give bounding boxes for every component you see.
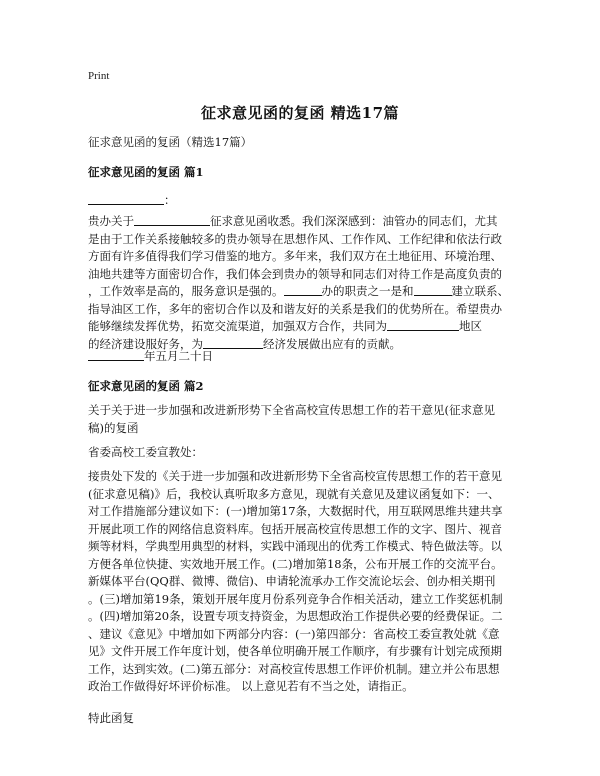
text-run: 地区 — [459, 319, 482, 333]
date-line — [88, 348, 213, 364]
text-run: 办的职责之一是和 — [321, 284, 414, 298]
paragraph-line: 。(四)增加第20条，设置专项支持资金，为思想政治工作提供必要的经费保证。二 — [88, 609, 503, 623]
salutation-colon: ： — [164, 193, 176, 207]
section-1-heading: 征求意见函的复函 篇1 — [88, 165, 204, 179]
date-text: 年五月二十日 — [144, 349, 213, 363]
intro-line: 稿)的复函 — [88, 420, 139, 435]
paragraph-line — [88, 283, 518, 301]
paragraph-line: 油地共建等方面密切合作，我们体会到贵办的领导和同志们对待工作是高度负责的 — [88, 266, 502, 281]
fill-blank — [134, 214, 210, 226]
paragraph-line: 政治工作做得好坏评价标准。 以上意见若有不当之处，请指正。 — [88, 679, 414, 693]
section-1-body — [88, 213, 518, 353]
paragraph-line: 开展此项工作的网络信息资料库。包括开展高校宣传思想工作的文字、图片、视音 — [88, 521, 502, 536]
fill-blank — [284, 284, 322, 296]
text-run: 征求意见函收悉。我们深深感到：油管办的同志们，尤其 — [210, 214, 498, 228]
text-run: 能够继续发挥优势，拓宽交流渠道，加强双方合作，共同为 — [88, 319, 387, 333]
text-run: 建立联系、 — [451, 284, 509, 298]
paragraph-line: (征求意见稿)》后，我校认真听取多方意见，现就有关意见及建议函复如下：一、 — [88, 486, 500, 501]
text-run: 的经济建设服好务，为 — [88, 336, 203, 351]
paragraph-line — [88, 213, 518, 231]
paragraph-line: 、建议《意见》中增加如下两部分内容：(一)第四部分：省高校工委宣教处就《意 — [88, 626, 500, 641]
paragraph-line: 方便各单位快捷、实效地开展工作。(二)增加第18条，公布开展工作的交流平台。 — [88, 556, 503, 571]
paragraph-line: 方面有许多值得我们学习借鉴的地方。多年来，我们双方在土地征用、环境治理、 — [88, 249, 502, 263]
document-subtitle: 征求意见函的复函（精选17篇） — [88, 135, 253, 149]
paragraph-line: 工作，达到实效。(二)第五部分：对高校宣传思想工作评价机制。建立并公布思想 — [88, 661, 500, 676]
addressee-line: 省委高校工委宣教处： — [88, 445, 203, 459]
paragraph-line: 见》文件开展工作年度计划，使各单位明确开展工作顺序，有步骤有计划完成预期 — [88, 644, 502, 658]
section-2-intro — [88, 402, 518, 437]
text-run: ，工作效率是高的，服务意识是强的。 — [88, 284, 284, 298]
paragraph-line: 是由于工作关系接触较多的贵办领导在思想作风、工作作风、工作纪律和依法行政 — [88, 231, 502, 246]
text-run: 贵办关于 — [88, 214, 134, 228]
print-label[interactable]: Print — [88, 70, 110, 82]
fill-blank — [203, 337, 263, 349]
document-title: 征求意见函的复函 精选17篇 — [200, 104, 400, 122]
paragraph-line: 频等材料，学典型用典型的材料，实践中涌现出的优秀工作模式、特色做法等。以 — [88, 539, 502, 553]
closing-line: 特此函复 — [88, 711, 134, 725]
paragraph-line: 。(三)增加第19条，策划开展年度月份系列竞争合作相关活动，建立工作奖惩机制 — [88, 591, 503, 606]
salutation-line — [88, 192, 176, 208]
paragraph-line: 接贵处下发的《关于进一步加强和改进新形势下全省高校宣传思想工作的若干意见 — [88, 469, 502, 483]
paragraph-line — [88, 318, 518, 336]
salutation-blank — [88, 193, 164, 205]
paragraph-line: 指导油区工作，多年的密切合作以及和谐友好的关系是我们的优势所在。希望贵办 — [88, 301, 502, 316]
year-blank — [88, 349, 144, 361]
section-2-body — [88, 468, 518, 696]
paragraph-line: 对工作措施部分建议如下：(一)增加第17条，大数据时代，用互联网思维共建共享 — [88, 504, 503, 518]
section-2-heading: 征求意见函的复函 篇2 — [88, 379, 204, 393]
text-run: 经济发展做出应有的贡献。 — [263, 336, 401, 351]
fill-blank — [414, 284, 452, 296]
fill-blank — [387, 319, 459, 331]
intro-line: 关于关于进一步加强和改进新形势下全省高校宣传思想工作的若干意见(征求意见 — [88, 403, 495, 417]
paragraph-line: 新媒体平台(QQ群、微博、微信)、申请轮流承办工作交流论坛会、创办相关期刊 — [88, 574, 496, 588]
